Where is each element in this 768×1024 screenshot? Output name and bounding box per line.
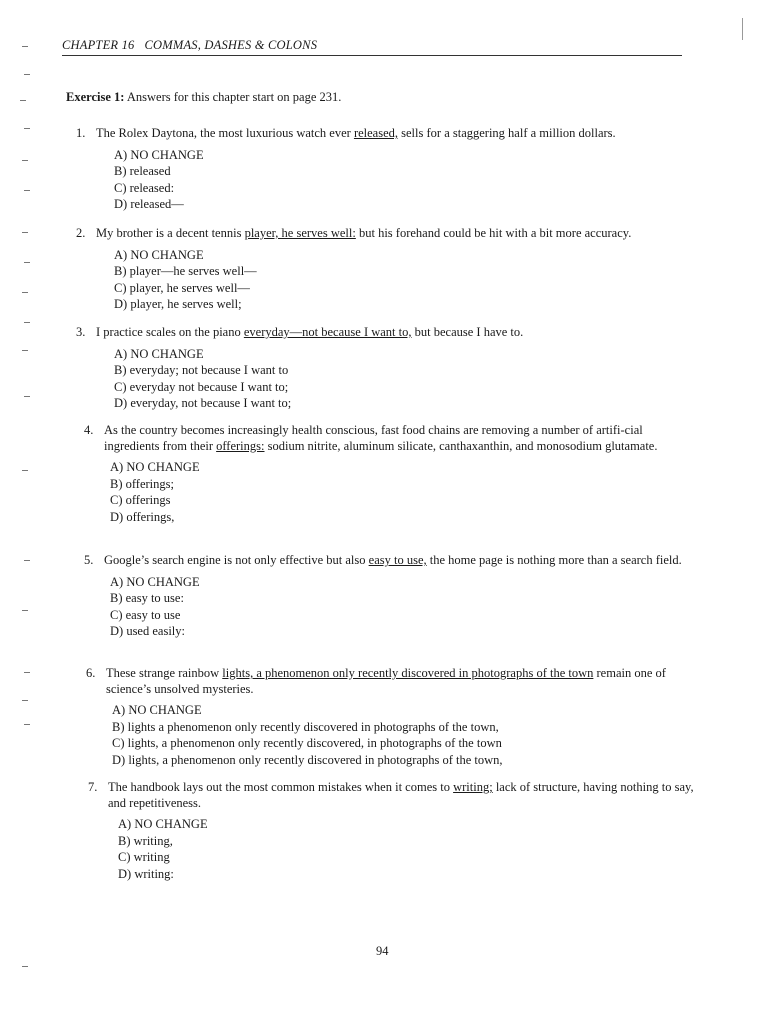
option-c[interactable]: C) lights, a phenomenon only recently discovered, in photographs of the town — [112, 736, 502, 750]
question-number: 7. — [88, 780, 98, 794]
option-b[interactable]: B) player—he serves well— — [114, 264, 257, 278]
question-number: 3. — [76, 325, 86, 339]
page-number: 94 — [376, 944, 389, 958]
option-d[interactable]: D) writing: — [118, 866, 174, 881]
stem-text: As the country becomes increasingly health conscious, fast food chains are removing a number of artifi-cial ingredients from their — [104, 423, 643, 453]
answer-options — [110, 574, 694, 640]
question-5 — [84, 553, 694, 640]
stem-text: sodium nitrite, aluminum silicate, canthaxanthin, and monosodium glutamate. — [264, 438, 658, 453]
question-stem — [84, 553, 694, 569]
chapter-number: CHAPTER 16 — [62, 38, 135, 52]
answer-options — [114, 147, 696, 213]
option-a[interactable]: A) NO CHANGE — [114, 346, 204, 361]
stem-text: Google’s search engine is not only effective but also — [104, 553, 369, 567]
question-number: 5. — [84, 553, 94, 567]
answer-options — [114, 346, 696, 412]
question-3 — [76, 325, 696, 412]
question-stem — [76, 126, 696, 142]
option-d[interactable]: D) lights, a phenomenon only recently discovered in photographs of the town, — [112, 752, 503, 767]
answer-options — [110, 459, 690, 525]
question-number: 4. — [84, 423, 94, 437]
option-a[interactable]: A) NO CHANGE — [114, 247, 204, 262]
stem-text: These strange rainbow — [106, 666, 223, 680]
option-a[interactable]: A) NO CHANGE — [118, 817, 208, 831]
stem-text: The handbook lays out the most common mistakes when it comes to — [108, 780, 454, 794]
question-2 — [76, 226, 696, 313]
question-number: 6. — [86, 666, 96, 680]
underlined-text: writing; — [453, 780, 493, 794]
option-c[interactable]: C) writing — [118, 850, 170, 864]
option-a[interactable]: A) NO CHANGE — [110, 460, 200, 474]
underlined-text: easy to use, — [368, 553, 427, 567]
option-a[interactable]: A) NO CHANGE — [114, 147, 204, 162]
stem-text: but his forehand could be hit with a bit more accuracy. — [355, 226, 632, 240]
question-stem — [76, 325, 696, 341]
question-stem — [88, 780, 696, 811]
answer-options — [114, 247, 696, 313]
underlined-text: everyday—not because I want to, — [243, 325, 412, 339]
exercise-instructions: Answers for this chapter start on page 231. — [124, 90, 342, 104]
question-stem — [76, 226, 696, 242]
underlined-text: player, he serves well: — [244, 226, 356, 240]
chapter-title: COMMAS, DASHES & COLONS — [144, 38, 318, 52]
option-b[interactable]: B) easy to use: — [110, 591, 184, 605]
question-4 — [84, 423, 690, 525]
stem-text: remain one of science’s unsolved mysteries. — [106, 666, 666, 696]
option-d[interactable]: D) released— — [114, 197, 184, 211]
option-b[interactable]: B) offerings; — [110, 476, 174, 491]
stem-text: lack of structure, having nothing to say, and repetitiveness. — [108, 780, 694, 810]
option-b[interactable]: B) released — [114, 164, 171, 178]
question-stem — [84, 423, 690, 454]
stem-text: The Rolex Daytona, the most luxurious watch ever — [96, 126, 354, 140]
stem-text: My brother is a decent tennis — [96, 226, 245, 240]
option-b[interactable]: B) lights a phenomenon only recently discovered in photographs of the town, — [112, 719, 499, 734]
underlined-text: offerings: — [216, 438, 265, 453]
stem-text: sells for a staggering half a million dollars. — [398, 126, 616, 140]
underlined-text: lights, a phenomenon only recently discovered in photographs of the town — [222, 666, 594, 680]
option-d[interactable]: D) everyday, not because I want to; — [114, 396, 292, 410]
answer-options — [118, 816, 696, 882]
option-c[interactable]: C) player, he serves well— — [114, 280, 250, 295]
question-1 — [76, 126, 696, 213]
option-b[interactable]: B) writing, — [118, 833, 173, 848]
question-6 — [86, 666, 696, 768]
underlined-text: released, — [353, 126, 399, 140]
question-stem — [86, 666, 696, 697]
option-d[interactable]: D) player, he serves well; — [114, 297, 242, 311]
option-d[interactable]: D) offerings, — [110, 509, 175, 524]
question-7 — [88, 780, 696, 882]
option-c[interactable]: C) offerings — [110, 493, 171, 507]
option-a[interactable]: A) NO CHANGE — [110, 574, 200, 589]
answer-options — [112, 702, 696, 768]
option-c[interactable]: C) released: — [114, 180, 175, 195]
option-d[interactable]: D) used easily: — [110, 624, 185, 638]
option-c[interactable]: C) easy to use — [110, 607, 181, 622]
stem-text: the home page is nothing more than a search field. — [426, 553, 682, 567]
option-c[interactable]: C) everyday not because I want to; — [114, 379, 289, 394]
question-number: 2. — [76, 226, 86, 240]
question-number: 1. — [76, 126, 86, 140]
option-b[interactable]: B) everyday; not because I want to — [114, 363, 289, 377]
exercise-label: Exercise 1: — [66, 90, 125, 104]
stem-text: but because I have to. — [411, 325, 524, 339]
option-a[interactable]: A) NO CHANGE — [112, 703, 202, 717]
stem-text: I practice scales on the piano — [96, 325, 244, 339]
